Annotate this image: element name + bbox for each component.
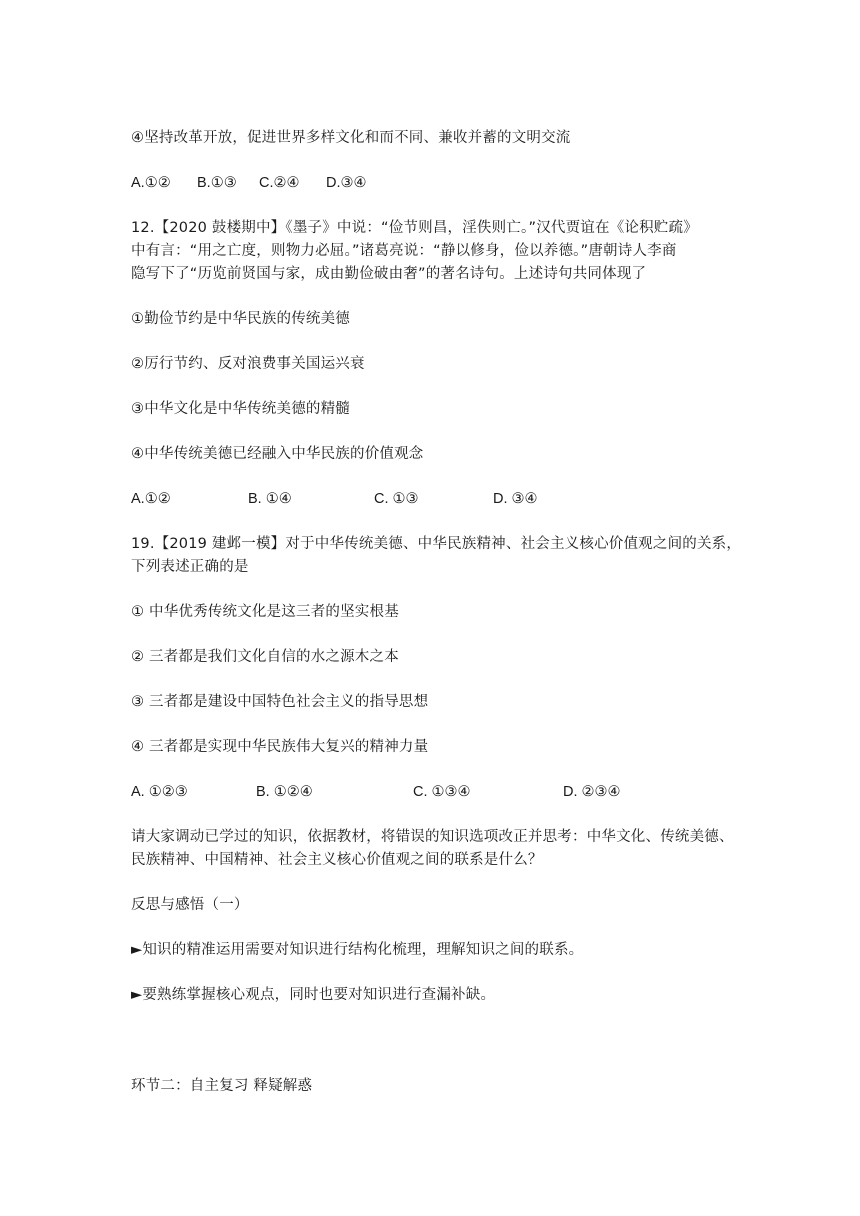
reflection-point-1: ►知识的精准运用需要对知识进行结构化梳理，理解知识之间的联系。 xyxy=(131,942,584,958)
reflection-title: 反思与感悟（一） xyxy=(131,897,249,913)
q19-item-2: ② 三者都是我们文化自信的水之源木之本 xyxy=(131,649,399,665)
q19-item-4: ④ 三者都是实现中华民族伟大复兴的精神力量 xyxy=(131,739,429,755)
q19-stem-line-2: 下列表述正确的是 xyxy=(131,559,249,575)
q19-option-d: D. ②③④ xyxy=(563,784,621,800)
q12-stem-line-3: 隐写下了“历览前贤国与家，成由勤俭破由奢”的著名诗句。上述诗句共同体现了 xyxy=(131,266,647,282)
reflection-point-2: ►要熟练掌握核心观点，同时也要对知识进行查漏补缺。 xyxy=(131,987,496,1003)
q11-option-d: D.③④ xyxy=(326,175,367,191)
q12-options xyxy=(131,488,751,511)
q12-option-b: B. ①④ xyxy=(248,491,292,507)
q19-option-a: A. ①②③ xyxy=(131,784,188,800)
q11-option-a: A.①② xyxy=(131,175,171,191)
q19-stem-line-1: 19.【2019 建邺一模】对于中华传统美德、中华民族精神、社会主义核心价值观之间的关系， xyxy=(131,536,742,552)
q11-item-4: ④坚持改革开放，促进世界多样文化和而不同、兼收并蓄的文明交流 xyxy=(131,130,571,146)
q12-item-1: ①勤俭节约是中华民族的传统美德 xyxy=(131,311,350,327)
q19-option-b: B. ①②④ xyxy=(256,784,313,800)
q12-stem-line-1: 12.【2020 鼓楼期中】《墨子》中说：“俭节则昌，淫佚则亡。”汉代贾谊在《论积贮疏》 xyxy=(131,220,698,236)
q12-option-d: D. ③④ xyxy=(493,491,538,507)
q19-option-c: C. ①③④ xyxy=(413,784,471,800)
q12-item-2: ②厉行节约、反对浪费事关国运兴衰 xyxy=(131,356,365,372)
prompt-line-1: 请大家调动已学过的知识，依据教材，将错误的知识选项改正并思考：中华文化、传统美德、 xyxy=(131,829,734,845)
q19-item-1: ① 中华优秀传统文化是这三者的坚实根基 xyxy=(131,604,399,620)
q11-option-c: C.②④ xyxy=(259,175,300,191)
q12-item-3: ③中华文化是中华传统美德的精髓 xyxy=(131,401,350,417)
q11-options xyxy=(131,172,751,195)
q11-option-b: B.①③ xyxy=(197,175,237,191)
q12-item-4: ④中华传统美德已经融入中华民族的价值观念 xyxy=(131,446,424,462)
prompt-line-2: 民族精神、中国精神、社会主义核心价值观之间的联系是什么？ xyxy=(131,852,543,868)
section-title: 环节二：自主复习 释疑解惑 xyxy=(131,1078,313,1094)
q19-options xyxy=(131,781,751,804)
q12-option-a: A.①② xyxy=(131,491,171,507)
q12-option-c: C. ①③ xyxy=(374,491,419,507)
q19-item-3: ③ 三者都是建设中国特色社会主义的指导思想 xyxy=(131,694,429,710)
q12-stem-line-2: 中有言：“用之亡度，则物力必屈。”诸葛亮说：“静以修身，俭以养德。”唐朝诗人李商 xyxy=(131,243,677,259)
